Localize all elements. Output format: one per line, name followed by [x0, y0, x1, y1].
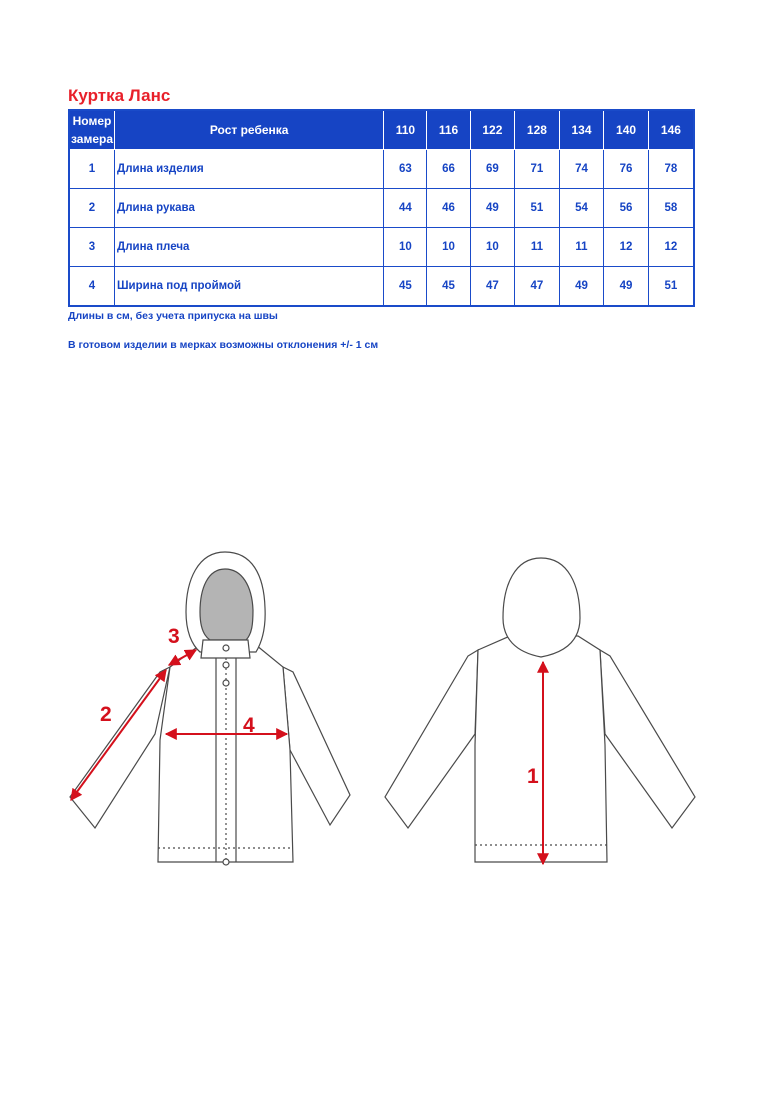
- cell: 10: [470, 228, 515, 267]
- product-title: Куртка Ланс: [68, 86, 171, 105]
- back-hood: [503, 558, 580, 657]
- measure-4-label: 4: [243, 714, 255, 737]
- table-header-row: [69, 110, 694, 150]
- cell: 12: [604, 228, 649, 267]
- cell: 56: [604, 189, 649, 228]
- cell: 49: [470, 189, 515, 228]
- table-row: [69, 228, 694, 267]
- row-number: 3: [69, 228, 115, 267]
- table-row: [69, 150, 694, 189]
- row-param: Длина плеча: [115, 228, 384, 267]
- header-height-value: 122: [470, 110, 515, 150]
- header-height-value: 146: [648, 110, 694, 150]
- cell: 45: [427, 267, 470, 307]
- measure-2-label: 2: [100, 703, 112, 726]
- header-height-value: 134: [559, 110, 604, 150]
- row-param: Ширина под проймой: [115, 267, 384, 307]
- jacket-back-illustration: [385, 558, 695, 862]
- measure-1-label: 1: [527, 765, 539, 788]
- measure-3-label: 3: [168, 625, 180, 648]
- front-left-sleeve: [70, 667, 170, 828]
- note-seam-allowance: Длины в см, без учета припуска на швы: [68, 310, 278, 322]
- cell: 49: [559, 267, 604, 307]
- size-table: [68, 109, 695, 307]
- cell: 66: [427, 150, 470, 189]
- back-right-sleeve: [600, 650, 695, 828]
- cell: 49: [604, 267, 649, 307]
- cell: 54: [559, 189, 604, 228]
- back-left-sleeve: [385, 650, 478, 828]
- front-right-sleeve: [283, 667, 350, 825]
- row-number: 2: [69, 189, 115, 228]
- cell: 71: [515, 150, 560, 189]
- cell: 12: [648, 228, 694, 267]
- cell: 10: [427, 228, 470, 267]
- cell: 63: [384, 150, 427, 189]
- row-number: 1: [69, 150, 115, 189]
- hood-lining: [200, 569, 253, 640]
- cell: 45: [384, 267, 427, 307]
- row-param: Длина изделия: [115, 150, 384, 189]
- header-number: Номер замера: [69, 110, 115, 150]
- cell: 58: [648, 189, 694, 228]
- table-row: [69, 267, 694, 307]
- cell: 74: [559, 150, 604, 189]
- header-height-value: 128: [515, 110, 560, 150]
- cell: 51: [648, 267, 694, 307]
- cell: 10: [384, 228, 427, 267]
- header-height-value: 110: [384, 110, 427, 150]
- cell: 44: [384, 189, 427, 228]
- row-param: Длина рукава: [115, 189, 384, 228]
- note-tolerance: В готовом изделии в мерках возможны отклонения +/- 1 см: [68, 339, 379, 351]
- back-body: [475, 636, 607, 862]
- cell: 76: [604, 150, 649, 189]
- cell: 46: [427, 189, 470, 228]
- header-height: Рост ребенка: [115, 110, 384, 150]
- cell: 69: [470, 150, 515, 189]
- cell: 78: [648, 150, 694, 189]
- table-row: [69, 189, 694, 228]
- cell: 11: [515, 228, 560, 267]
- row-number: 4: [69, 267, 115, 307]
- cell: 47: [470, 267, 515, 307]
- header-height-value: 116: [427, 110, 470, 150]
- cell: 47: [515, 267, 560, 307]
- cell: 51: [515, 189, 560, 228]
- cell: 11: [559, 228, 604, 267]
- jacket-front-illustration: [70, 552, 350, 865]
- jacket-diagram: [0, 540, 762, 880]
- header-height-value: 140: [604, 110, 649, 150]
